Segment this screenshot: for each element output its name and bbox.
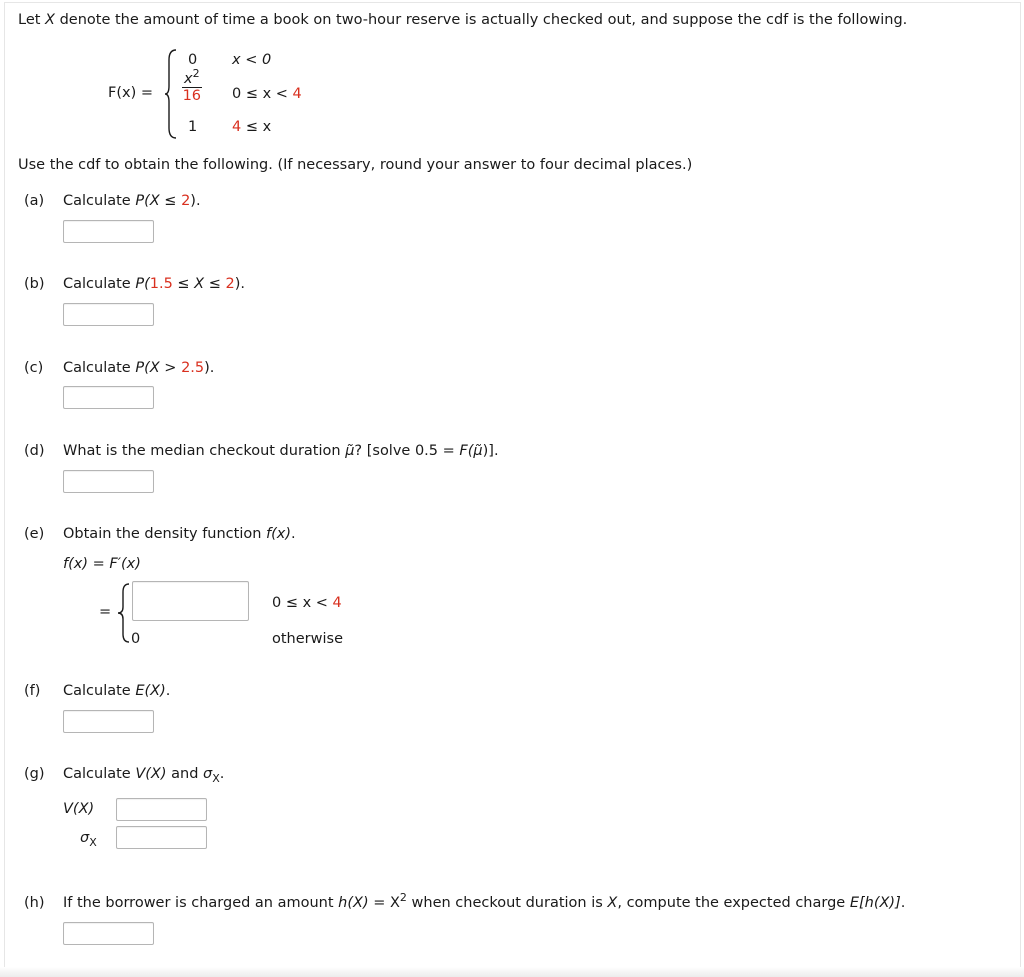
part-e-cond1: 0 ≤ x < 4 (272, 595, 342, 611)
instructions: Use the cdf to obtain the following. (If necessary, round your answer to four decimal places.) (18, 157, 693, 173)
part-b-label: (b) (24, 276, 45, 292)
answer-a-input[interactable] (63, 220, 154, 243)
cdf-case1-expr: 0 (188, 52, 198, 68)
part-e-question: Obtain the density function f(x). (63, 526, 296, 542)
answer-h-input[interactable] (63, 922, 154, 945)
cdf-brace-icon (164, 48, 178, 140)
part-b-question: Calculate P(1.5 ≤ X ≤ 2). (63, 276, 245, 292)
part-e-equals: = (99, 604, 112, 620)
cdf-case3-cond: 4 ≤ x (232, 119, 272, 135)
answer-e-density-input[interactable] (132, 581, 249, 621)
part-d-label: (d) (24, 443, 45, 459)
part-a-question: Calculate P(X ≤ 2). (63, 193, 201, 209)
answer-g-sigma-input[interactable] (116, 826, 207, 849)
density-brace-icon (117, 582, 131, 644)
answer-f-input[interactable] (63, 710, 154, 733)
bottom-edge (0, 967, 1024, 977)
part-g-label: (g) (24, 766, 45, 782)
part-e-zero: 0 (131, 631, 141, 647)
part-g-var-label: V(X) (63, 801, 95, 817)
part-a-label: (a) (24, 193, 45, 209)
part-g-question: Calculate V(X) and $\sigma_X$. (63, 766, 225, 785)
cdf-case1-cond: x < 0 (232, 52, 272, 68)
part-e-cond2: otherwise (272, 631, 343, 647)
cdf-lhs: F(x) = (108, 85, 153, 101)
part-f-question: Calculate E(X). (63, 683, 171, 699)
part-d-question: What is the median checkout duration μ̃? [solve 0.5 = F(μ̃)]. (63, 443, 499, 459)
part-h-label: (h) (24, 895, 45, 911)
part-e-derivative: f(x) = F′(x) (63, 556, 141, 572)
answer-c-input[interactable] (63, 386, 154, 409)
part-c-label: (c) (24, 360, 44, 376)
cdf-case2-expr: $\frac{x^2}{16}$ (182, 67, 202, 104)
cdf-case2-cond: 0 ≤ x < 4 (232, 86, 302, 102)
part-e-label: (e) (24, 526, 45, 542)
part-g-sigma-label: $\sigma_X$ (80, 830, 97, 849)
cdf-case3-expr: 1 (188, 119, 198, 135)
answer-d-input[interactable] (63, 470, 154, 493)
part-f-label: (f) (24, 683, 41, 699)
answer-g-var-input[interactable] (116, 798, 207, 821)
part-h-question: If the borrower is charged an amount $h(X) = X^2$ when checkout duration is X, compute the expected charge E[h(X)]. (63, 891, 906, 911)
intro-text: Let X denote the amount of time a book on two-hour reserve is actually checked out, and suppose the cdf is the following. (18, 12, 908, 28)
answer-b-input[interactable] (63, 303, 154, 326)
part-c-question: Calculate P(X > 2.5). (63, 360, 215, 376)
